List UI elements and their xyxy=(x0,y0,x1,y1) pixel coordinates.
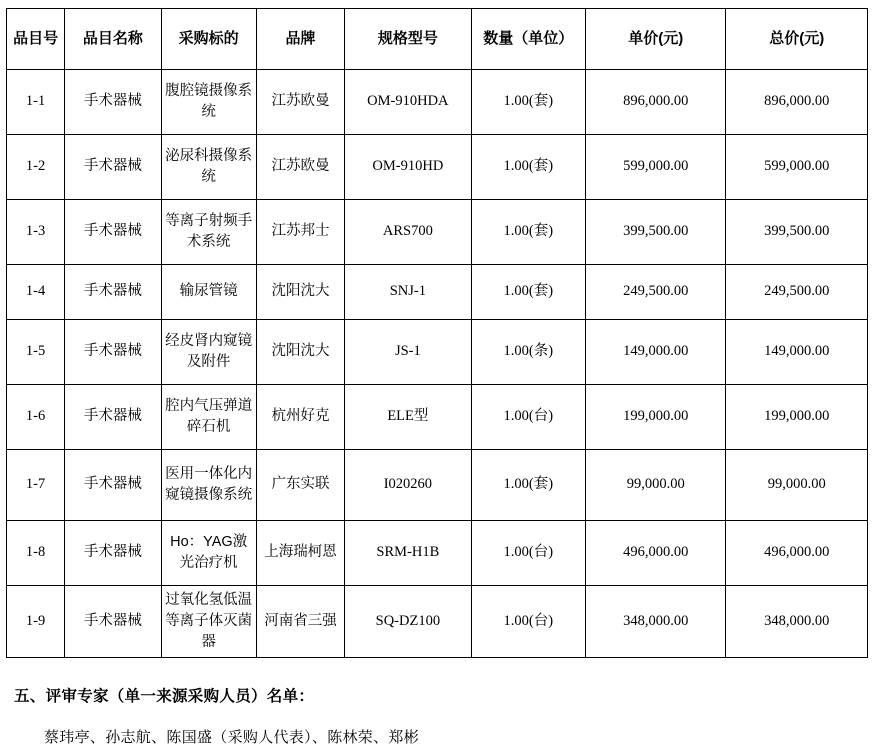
cell-brand: 沈阳沈大 xyxy=(256,265,344,320)
cell-item-no: 1-9 xyxy=(7,586,65,658)
cell-brand: 河南省三强 xyxy=(256,586,344,658)
cell-model: ARS700 xyxy=(345,200,471,265)
cell-brand: 广东实联 xyxy=(256,450,344,521)
cell-model: SNJ-1 xyxy=(345,265,471,320)
cell-subject: 腔内气压弹道碎石机 xyxy=(161,385,256,450)
table-row xyxy=(7,586,868,658)
cell-subject: 过氧化氢低温等离子体灭菌器 xyxy=(161,586,256,658)
cell-subject: Ho：YAG激光治疗机 xyxy=(161,521,256,586)
cell-subject: 经皮肾内窥镜及附件 xyxy=(161,320,256,385)
cell-unit-price: 99,000.00 xyxy=(585,450,725,521)
cell-quantity: 1.00(套) xyxy=(471,450,585,521)
table-row xyxy=(7,385,868,450)
column-header-quantity: 数量（单位） xyxy=(471,9,585,70)
cell-quantity: 1.00(套) xyxy=(471,265,585,320)
cell-unit-price: 199,000.00 xyxy=(585,385,725,450)
cell-brand: 江苏邦士 xyxy=(256,200,344,265)
cell-quantity: 1.00(套) xyxy=(471,70,585,135)
cell-unit-price: 496,000.00 xyxy=(585,521,725,586)
cell-model: ELE型 xyxy=(345,385,471,450)
cell-model: I020260 xyxy=(345,450,471,521)
column-header-subject: 采购标的 xyxy=(161,9,256,70)
cell-quantity: 1.00(台) xyxy=(471,385,585,450)
table-row xyxy=(7,135,868,200)
cell-item-name: 手术器械 xyxy=(65,200,161,265)
cell-item-name: 手术器械 xyxy=(65,450,161,521)
section-body-expert-names: 蔡玮亭、孙志航、陈国盛（采购人代表）、陈林荣、郑彬 xyxy=(44,729,420,747)
cell-brand: 江苏欧曼 xyxy=(256,70,344,135)
cell-quantity: 1.00(套) xyxy=(471,200,585,265)
cell-unit-price: 399,500.00 xyxy=(585,200,725,265)
cell-subject: 腹腔镜摄像系统 xyxy=(161,70,256,135)
column-header-item-no: 品目号 xyxy=(7,9,65,70)
cell-total-price: 99,000.00 xyxy=(726,450,868,521)
table-header xyxy=(7,9,868,70)
cell-subject: 泌尿科摄像系统 xyxy=(161,135,256,200)
procurement-table xyxy=(6,8,868,658)
cell-quantity: 1.00(套) xyxy=(471,135,585,200)
table-row xyxy=(7,521,868,586)
table-row xyxy=(7,450,868,521)
cell-subject: 输尿管镜 xyxy=(161,265,256,320)
table-row xyxy=(7,320,868,385)
column-header-brand: 品牌 xyxy=(256,9,344,70)
table-header-row xyxy=(7,9,868,70)
cell-item-no: 1-5 xyxy=(7,320,65,385)
cell-item-name: 手术器械 xyxy=(65,586,161,658)
cell-item-no: 1-7 xyxy=(7,450,65,521)
cell-item-name: 手术器械 xyxy=(65,135,161,200)
column-header-item-name: 品目名称 xyxy=(65,9,161,70)
cell-item-no: 1-3 xyxy=(7,200,65,265)
cell-unit-price: 599,000.00 xyxy=(585,135,725,200)
cell-unit-price: 149,000.00 xyxy=(585,320,725,385)
cell-item-name: 手术器械 xyxy=(65,70,161,135)
cell-item-no: 1-8 xyxy=(7,521,65,586)
cell-model: SQ-DZ100 xyxy=(345,586,471,658)
cell-total-price: 399,500.00 xyxy=(726,200,868,265)
column-header-model: 规格型号 xyxy=(345,9,471,70)
cell-model: OM-910HD xyxy=(345,135,471,200)
cell-quantity: 1.00(台) xyxy=(471,586,585,658)
cell-unit-price: 896,000.00 xyxy=(585,70,725,135)
cell-brand: 上海瑞柯恩 xyxy=(256,521,344,586)
cell-brand: 沈阳沈大 xyxy=(256,320,344,385)
cell-total-price: 149,000.00 xyxy=(726,320,868,385)
cell-item-no: 1-6 xyxy=(7,385,65,450)
column-header-total-price: 总价(元) xyxy=(726,9,868,70)
cell-item-no: 1-4 xyxy=(7,265,65,320)
cell-model: OM-910HDA xyxy=(345,70,471,135)
table-row xyxy=(7,70,868,135)
cell-unit-price: 348,000.00 xyxy=(585,586,725,658)
cell-total-price: 249,500.00 xyxy=(726,265,868,320)
table-row xyxy=(7,265,868,320)
cell-quantity: 1.00(台) xyxy=(471,521,585,586)
cell-subject: 等离子射频手术系统 xyxy=(161,200,256,265)
cell-item-name: 手术器械 xyxy=(65,265,161,320)
cell-model: JS-1 xyxy=(345,320,471,385)
cell-subject: 医用一体化内窥镜摄像系统 xyxy=(161,450,256,521)
cell-total-price: 199,000.00 xyxy=(726,385,868,450)
section-heading-review-experts: 五、评审专家（单一来源采购人员）名单： xyxy=(14,688,315,706)
cell-quantity: 1.00(条) xyxy=(471,320,585,385)
cell-brand: 江苏欧曼 xyxy=(256,135,344,200)
cell-unit-price: 249,500.00 xyxy=(585,265,725,320)
cell-total-price: 348,000.00 xyxy=(726,586,868,658)
cell-item-no: 1-1 xyxy=(7,70,65,135)
cell-item-no: 1-2 xyxy=(7,135,65,200)
table-row xyxy=(7,200,868,265)
cell-model: SRM-H1B xyxy=(345,521,471,586)
cell-brand: 杭州好克 xyxy=(256,385,344,450)
cell-total-price: 599,000.00 xyxy=(726,135,868,200)
cell-total-price: 496,000.00 xyxy=(726,521,868,586)
cell-item-name: 手术器械 xyxy=(65,320,161,385)
column-header-unit-price: 单价(元) xyxy=(585,9,725,70)
table-body xyxy=(7,70,868,658)
cell-item-name: 手术器械 xyxy=(65,521,161,586)
cell-item-name: 手术器械 xyxy=(65,385,161,450)
cell-total-price: 896,000.00 xyxy=(726,70,868,135)
